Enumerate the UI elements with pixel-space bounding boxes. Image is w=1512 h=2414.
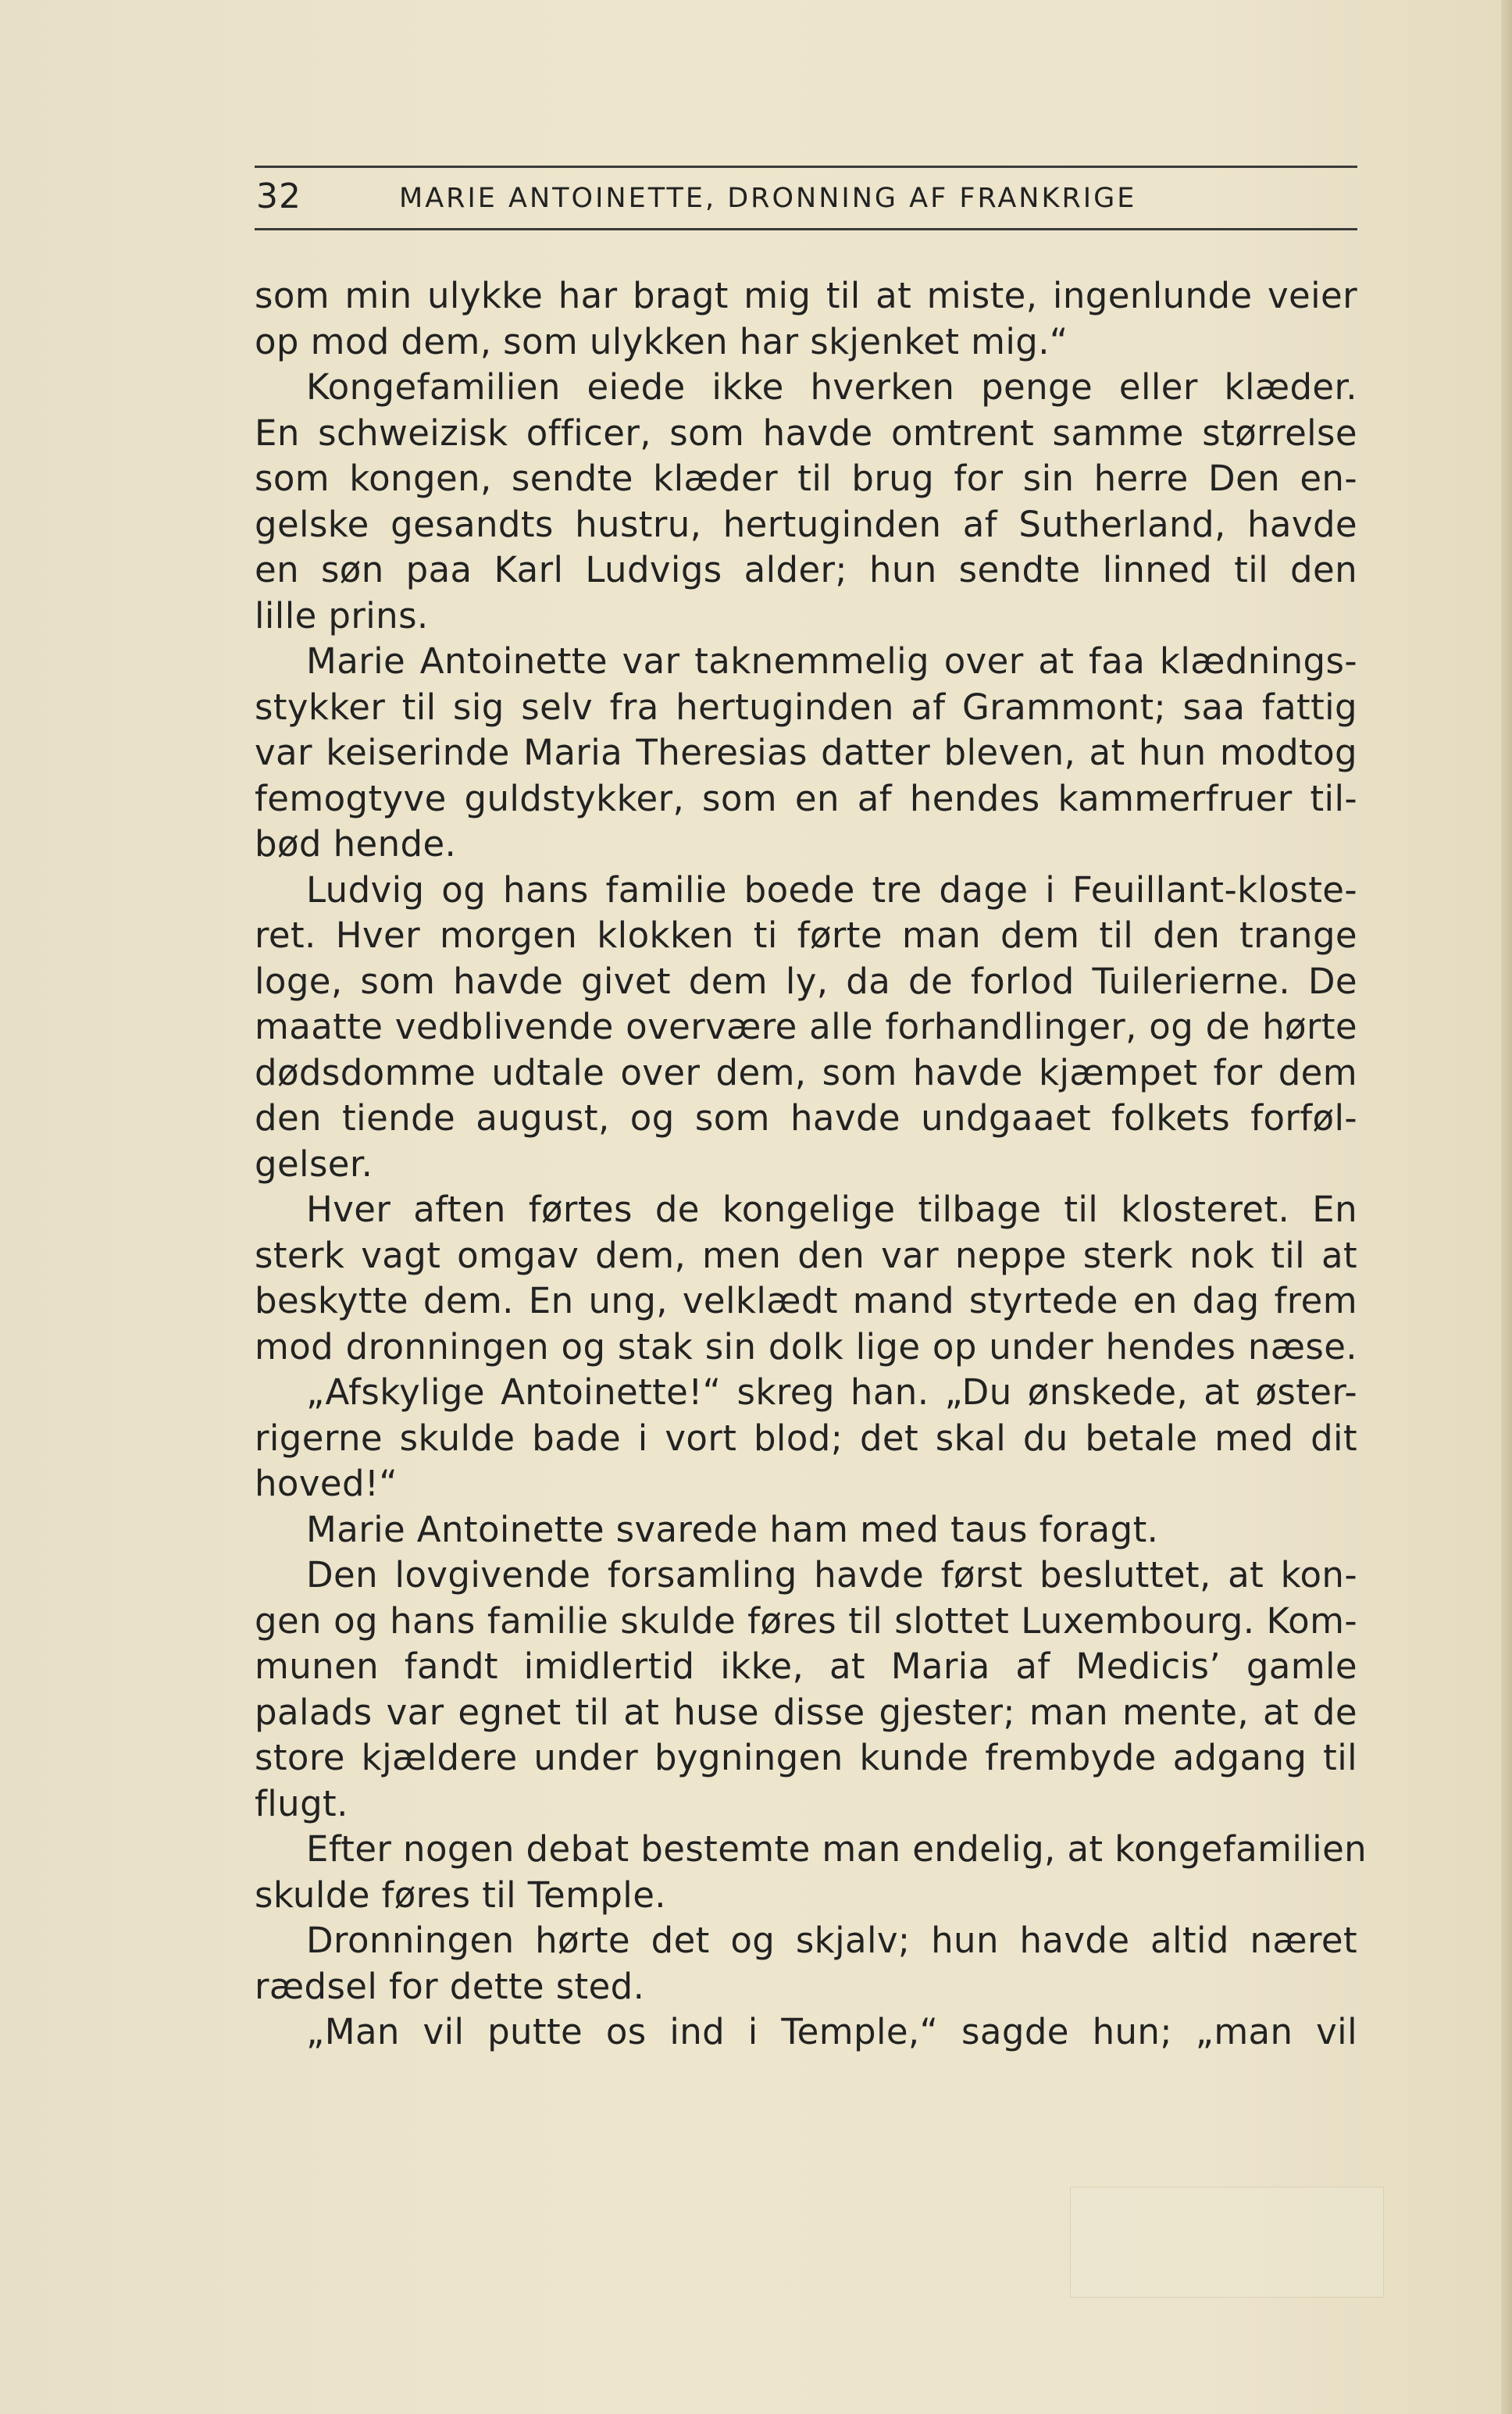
text-line: Den lovgivende forsamling havde først besluttet, at kon- [306,1554,1357,1596]
page-edge [1501,0,1512,2414]
text-line: var keiserinde Maria Theresias datter bleven, at hun modtog [255,732,1357,773]
text-line: en søn paa Karl Ludvigs alder; hun sendte linned til den [255,549,1357,590]
paper-stain [1070,2187,1384,2298]
text-line: femogtyve guldstykker, som en af hendes kammerfruer til- [255,777,1357,819]
text-line: bød hende. [255,823,457,865]
text-line: Marie Antoinette var taknemmelig over at faa klædnings- [306,640,1357,682]
text-line: beskytte dem. En ung, velklædt mand styrtede en dag frem [255,1280,1357,1321]
text-line: sterk vagt omgav dem, men den var neppe sterk nok til at [255,1234,1357,1276]
text-line: ret. Hver morgen klokken ti førte man dem til den trange [255,915,1357,956]
header-top-rule [255,166,1357,168]
page-number: 32 [256,177,301,216]
text-line: dødsdomme udtale over dem, som havde kjæmpet for dem [255,1051,1357,1093]
text-line: gelser. [255,1143,373,1185]
text-line: Kongefamilien eiede ikke hverken penge eller klæder. [306,366,1357,408]
header-bottom-rule [255,228,1357,230]
running-header [255,172,1357,225]
text-line: hoved!“ [255,1463,398,1504]
text-line: flugt. [255,1782,348,1824]
text-line: rædsel for dette sted. [255,1965,645,2007]
text-line: mod dronningen og stak sin dolk lige op under hendes næse. [255,1325,1357,1367]
text-line: „Afskylige Antoinette!“ skreg han. „Du ønskede, at øster- [306,1371,1357,1413]
running-title: MARIE ANTOINETTE, DRONNING AF FRANKRIGE [399,183,1137,214]
text-line: maatte vedblivende overvære alle forhandlinger, og de hørte [255,1006,1357,1047]
text-line: Ludvig og hans familie boede tre dage i Feuillant-kloste- [306,868,1357,911]
text-line: den tiende august, og som havde undgaaet folkets forføl- [255,1097,1357,1139]
text-line: En schweizisk officer, som havde omtrent samme størrelse [255,412,1357,454]
text-line: gelske gesandts hustru, hertuginden af Sutherland, havde [255,503,1357,545]
body-text [255,273,1368,2056]
text-line: Efter nogen debat bestemte man endelig, at kongefamilien [306,1828,1368,1870]
text-line: stykker til sig selv fra hertuginden af Grammont; saa fattig [255,686,1357,728]
text-line: gen og hans familie skulde føres til slottet Luxembourg. Kom- [255,1599,1357,1642]
text-line: som min ulykke har bragt mig til at miste, ingenlunde veier [255,275,1357,316]
text-line: op mod dem, som ulykken har skjenket mig.“ [255,320,1068,362]
text-line: Dronningen hørte det og skjalv; hun havde altid næret [306,1920,1357,1961]
text-line: lille prins. [255,594,429,636]
text-line: store kjældere under bygningen kunde frembyde adgang til [255,1737,1357,1778]
text-line: som kongen, sendte klæder til brug for sin herre Den en- [255,458,1357,499]
text-line: rigerne skulde bade i vort blod; det skal du betale med dit [255,1417,1357,1459]
text-line: skulde føres til Temple. [255,1874,666,1916]
text-line: munen fandt imidlertid ikke, at Maria af Medicis’ gamle [255,1646,1357,1687]
text-line: „Man vil putte os ind i Temple,“ sagde hun; „man vil [306,2011,1357,2052]
text-line: Marie Antoinette svarede ham med taus foragt. [306,1508,1159,1550]
text-line: loge, som havde givet dem ly, da de forlod Tuilerierne. De [255,960,1357,1002]
text-line: Hver aften førtes de kongelige tilbage til klosteret. En [306,1189,1357,1230]
text-line: palads var egnet til at huse disse gjester; man mente, at de [255,1691,1357,1733]
